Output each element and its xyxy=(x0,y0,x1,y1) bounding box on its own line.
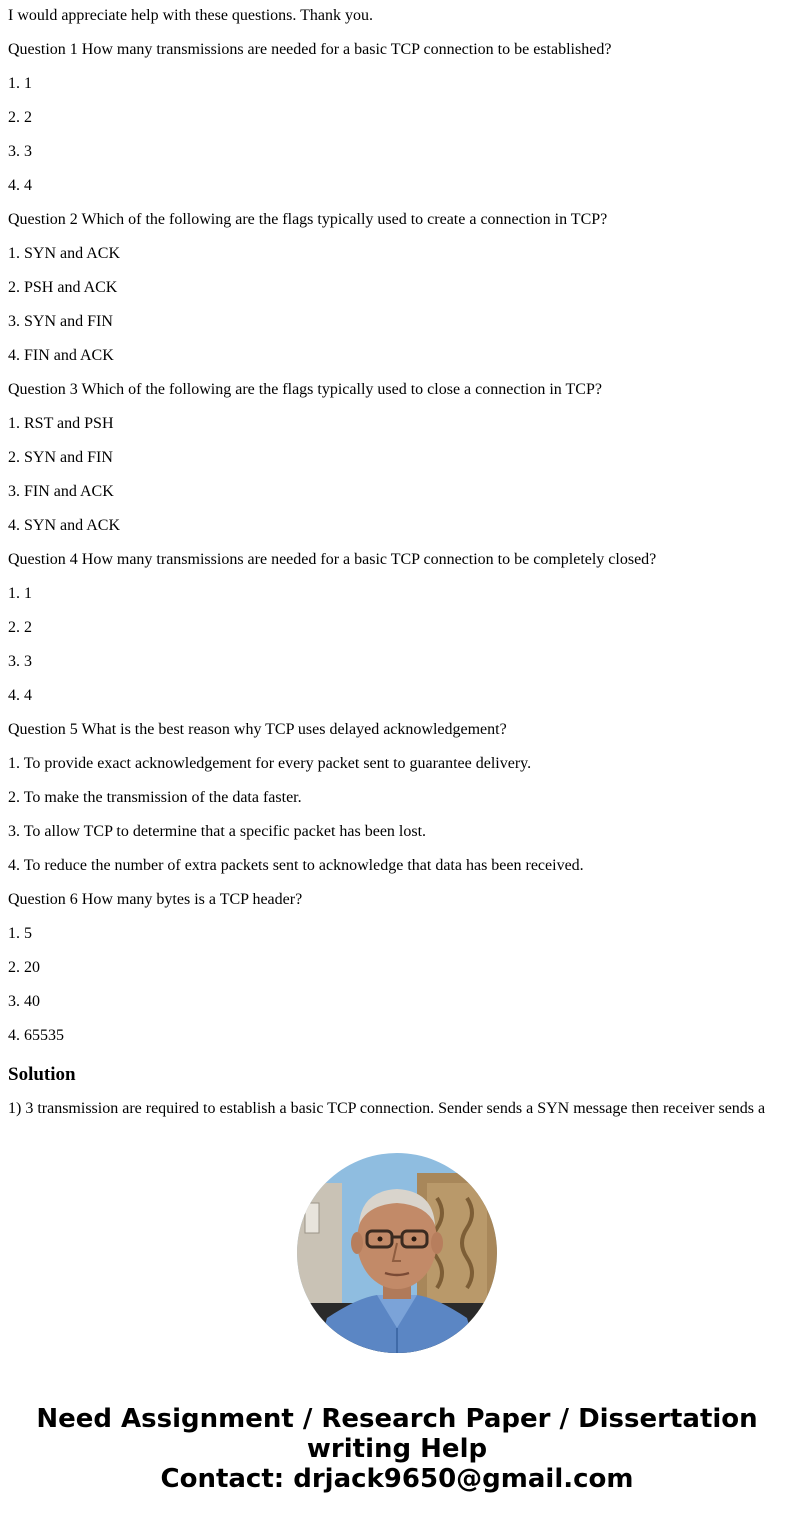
solution-heading: Solution xyxy=(8,1064,76,1085)
question-text: Question 1 How many transmissions are needed for a basic TCP connection to be established? xyxy=(8,41,612,58)
question-text: Question 2 Which of the following are the flags typically used to create a connection in TCP? xyxy=(8,211,608,228)
author-avatar xyxy=(297,1153,497,1353)
option-2: 2. 20 xyxy=(8,959,40,976)
option-1: 1. 1 xyxy=(8,75,32,92)
question-6 xyxy=(8,891,786,1045)
promo-line-2: writing Help xyxy=(306,1434,488,1464)
option-2: 2. 2 xyxy=(8,109,32,126)
promo-banner xyxy=(0,1404,794,1494)
intro-text: I would appreciate help with these questions. Thank you. xyxy=(8,7,373,24)
option-3: 3. To allow TCP to determine that a specific packet has been lost. xyxy=(8,823,427,840)
option-1: 1. 5 xyxy=(8,925,32,942)
option-4: 4. To reduce the number of extra packets sent to acknowledge that data has been received. xyxy=(8,857,584,874)
option-2: 2. 2 xyxy=(8,619,32,636)
option-3: 3. 3 xyxy=(8,653,32,670)
option-1: 1. To provide exact acknowledgement for every packet sent to guarantee delivery. xyxy=(8,755,532,772)
question-text: Question 3 Which of the following are the flags typically used to close a connection in TCP? xyxy=(8,381,602,398)
option-4: 4. SYN and ACK xyxy=(8,517,121,534)
option-2: 2. PSH and ACK xyxy=(8,279,118,296)
promo-line-1: Need Assignment / Research Paper / Dissertation xyxy=(36,1404,758,1434)
option-3: 3. 3 xyxy=(8,143,32,160)
document-body xyxy=(8,7,786,1134)
question-text: Question 6 How many bytes is a TCP header? xyxy=(8,891,303,908)
question-2 xyxy=(8,211,786,365)
option-3: 3. SYN and FIN xyxy=(8,313,113,330)
option-4: 4. 4 xyxy=(8,687,32,704)
option-1: 1. SYN and ACK xyxy=(8,245,121,262)
solution-text: 1) 3 transmission are required to establish a basic TCP connection. Sender sends a SYN message then receiver sends a xyxy=(8,1100,766,1117)
question-4 xyxy=(8,551,786,705)
option-4: 4. 4 xyxy=(8,177,32,194)
option-2: 2. To make the transmission of the data faster. xyxy=(8,789,302,806)
option-4: 4. FIN and ACK xyxy=(8,347,114,364)
question-3 xyxy=(8,381,786,535)
question-5 xyxy=(8,721,786,875)
option-3: 3. 40 xyxy=(8,993,40,1010)
promo-contact: Contact: drjack9650@gmail.com xyxy=(160,1464,634,1494)
option-1: 1. RST and PSH xyxy=(8,415,114,432)
option-3: 3. FIN and ACK xyxy=(8,483,114,500)
question-text: Question 4 How many transmissions are needed for a basic TCP connection to be completely closed? xyxy=(8,551,657,568)
option-2: 2. SYN and FIN xyxy=(8,449,113,466)
option-1: 1. 1 xyxy=(8,585,32,602)
author-portrait-image xyxy=(297,1153,497,1353)
option-4: 4. 65535 xyxy=(8,1027,64,1044)
question-1 xyxy=(8,41,786,195)
question-text: Question 5 What is the best reason why TCP uses delayed acknowledgement? xyxy=(8,721,507,738)
